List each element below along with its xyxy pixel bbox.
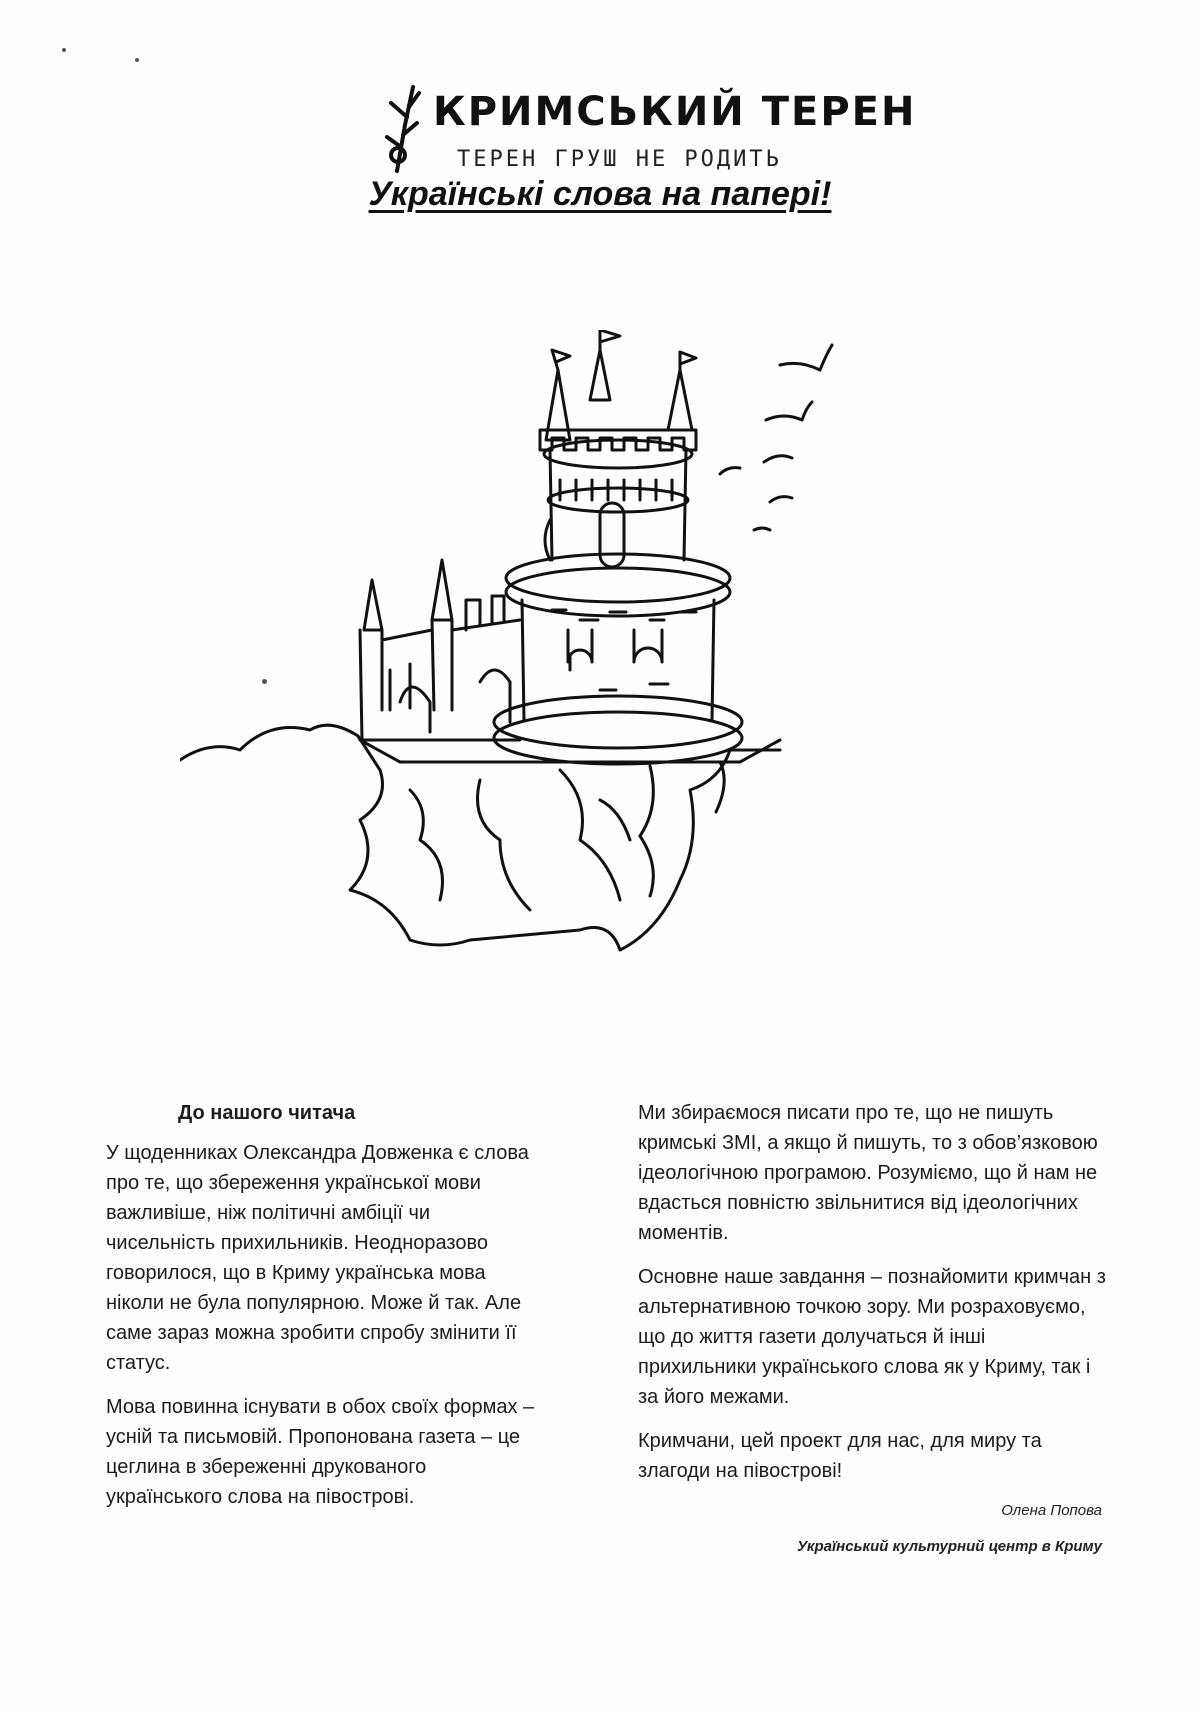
article-left-column [106,1098,536,1526]
author-signature: Олена Попова [1001,1502,1102,1519]
thorn-branch-icon [383,85,423,175]
castle-on-cliff-icon [180,330,880,1010]
article-paragraph: Основне наше завдання – познайомити кримчан з альтернативною точкою зору. Ми розраховуємо, що до життя газети долучаться й інші прихильники українського слова як у Криму, так і за його межами. [638,1266,1106,1408]
article-paragraph: Кримчани, цей проект для нас, для миру та злагоди на півострові! [638,1430,1042,1482]
brand-title: КРИМСЬКИЙ ТЕРЕН [433,89,917,135]
article-right-column [638,1098,1108,1500]
dust-speck [135,58,139,62]
headline: Українські слова на папері! [368,175,832,213]
masthead [383,85,917,185]
brand-motto: ТЕРЕН ГРУШ НЕ РОДИТЬ [457,147,782,172]
article-paragraph: Ми збираємося писати про те, що не пишуть кримські ЗМІ, а якщо й пишуть, то з обов’язковою ідеологічною програмою. Розуміємо, що й нам не вдасться повністю звільнитися від ідеологічних моментів. [638,1102,1098,1244]
dust-speck [62,48,66,52]
article-paragraph: У щоденниках Олександра Довженка є слова про те, що збереження української мови важливіше, ніж політичні амбіції чи чисельність прихильників. Неодноразово говорилося, що в Криму українська мова ніколи не була популярною. Може й так. Але саме зараз можна зробити спробу змінити її статус. [106,1142,529,1374]
article-paragraph: Мова повинна існувати в обох своїх формах – усній та письмовій. Пропонована газета – це цеглина в збереженні друкованого українського слова на півострові. [106,1396,535,1508]
article-heading: До нашого читача [178,1102,356,1124]
organization-signature: Український культурний центр в Криму [797,1538,1102,1555]
